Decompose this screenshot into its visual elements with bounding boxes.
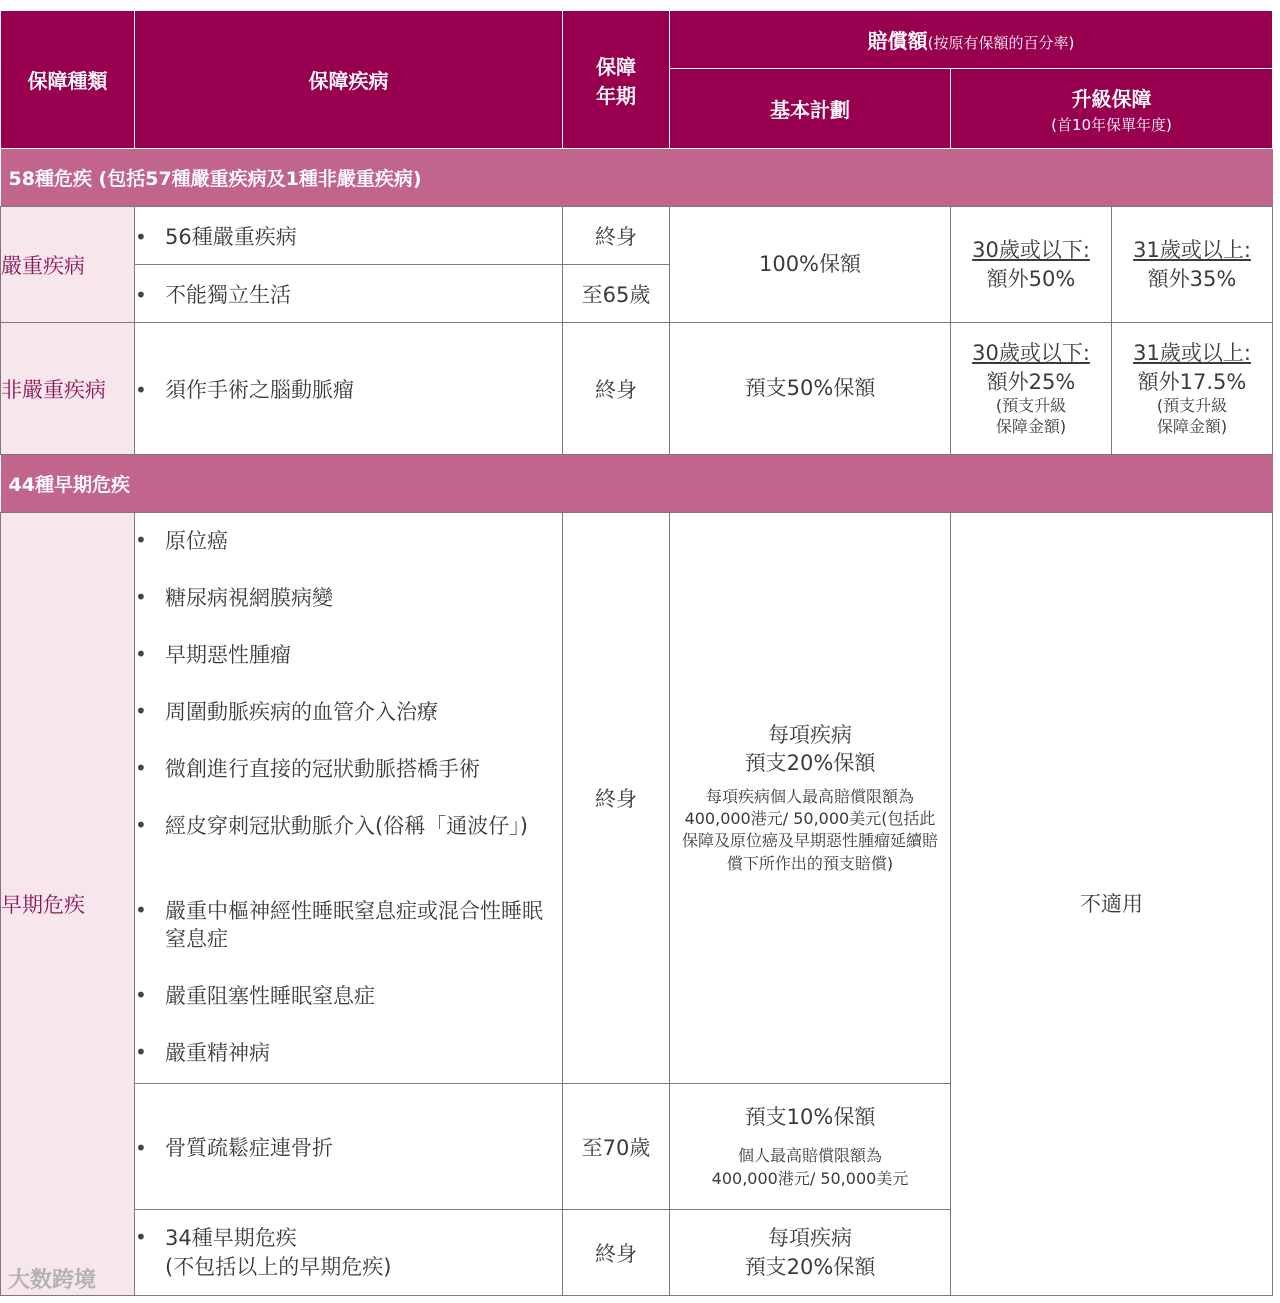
list-item: • 嚴重阻塞性睡眠窒息症 [135, 983, 375, 1008]
header-basic: 基本計劃 [670, 69, 951, 149]
header-disease: 保障疾病 [135, 11, 563, 149]
section-title-critical: 58種危疾 (包括57種嚴重疾病及1種非嚴重疾病) [1, 149, 1273, 207]
list-item: • 嚴重中樞神經性睡眠窒息症或混合性睡眠窒息症 [135, 898, 543, 952]
term-cell: 終身 [563, 513, 670, 1084]
upgrade-older: 31歲或以上: 額外35% [1112, 207, 1273, 323]
bullet-icon: • [135, 898, 147, 922]
bullet-icon: • [135, 224, 147, 249]
section-title-early: 44種早期危疾 [1, 455, 1273, 513]
early-disease-list [135, 513, 563, 1084]
header-claim: 賠償額(按原有保額的百分率) [670, 11, 1273, 69]
list-item: • 糖尿病視網膜病變 [135, 585, 333, 610]
bullet-icon: • [135, 1225, 147, 1250]
header-upgrade: 升級保障 (首10年保單年度) [951, 69, 1273, 149]
term-cell: 終身 [563, 207, 670, 265]
header-term: 保障 年期 [563, 11, 670, 149]
basic-amount: 預支10%保額 個人最高賠償限額為 400,000港元/ 50,000美元 [670, 1084, 951, 1210]
upgrade-young: 30歲或以下: 額外25% (預支升級 保障金額) [951, 323, 1112, 455]
term-cell: 至65歲 [563, 265, 670, 323]
watermark: 大数跨境 [8, 1268, 97, 1293]
list-item: • 微創進行直接的冠狀動脈搭橋手術 [135, 756, 480, 781]
upgrade-young: 30歲或以下: 額外50% [951, 207, 1112, 323]
bullet-icon: • [135, 585, 147, 609]
bullet-icon: • [135, 756, 147, 780]
list-item: • 原位癌 [135, 528, 228, 553]
upgrade-older: 31歲或以上: 額外17.5% (預支升級 保障金額) [1112, 323, 1273, 455]
disease-row: • 須作手術之腦動脈瘤 [135, 323, 563, 455]
term-cell: 至70歲 [563, 1084, 670, 1210]
upgrade-not-applicable: 不適用 [951, 513, 1273, 1296]
basic-amount: 預支50%保額 [670, 323, 951, 455]
bullet-icon: • [135, 377, 147, 402]
disease-row: • 不能獨立生活 [135, 265, 563, 323]
list-item: • 嚴重精神病 [135, 1040, 270, 1065]
category-nonsevere: 非嚴重疾病 [1, 323, 135, 455]
bullet-icon: • [135, 528, 147, 552]
bullet-icon: • [135, 813, 147, 837]
list-item: • 經皮穿刺冠狀動脈介入(俗稱「通波仔」) [135, 813, 528, 838]
term-cell: 終身 [563, 323, 670, 455]
basic-amount: 每項疾病 預支20%保額 每項疾病個人最高賠償限額為400,000港元/ 50,000美元(包括此保障及原位癌及早期惡性腫瘤延續賠償下所作出的預支賠償) [670, 513, 951, 1084]
bullet-icon: • [135, 983, 147, 1007]
bullet-icon: • [135, 1040, 147, 1064]
header-type: 保障種類 [1, 11, 135, 149]
list-item: • 早期惡性腫瘤 [135, 642, 291, 667]
coverage-table [0, 10, 1273, 1296]
bullet-icon: • [135, 642, 147, 666]
term-cell: 終身 [563, 1210, 670, 1296]
category-early: 早期危疾 [1, 513, 135, 1296]
category-severe: 嚴重疾病 [1, 207, 135, 323]
disease-row: • 56種嚴重疾病 [135, 207, 563, 265]
disease-row: • 骨質疏鬆症連骨折 [135, 1084, 563, 1210]
basic-amount: 每項疾病 預支20%保額 [670, 1210, 951, 1296]
bullet-icon: • [135, 699, 147, 723]
list-item: • 周圍動脈疾病的血管介入治療 [135, 699, 438, 724]
disease-row: • 34種早期危疾 (不包括以上的早期危疾) [135, 1210, 563, 1296]
bullet-icon: • [135, 282, 147, 307]
basic-amount: 100%保額 [670, 207, 951, 323]
bullet-icon: • [135, 1135, 147, 1160]
